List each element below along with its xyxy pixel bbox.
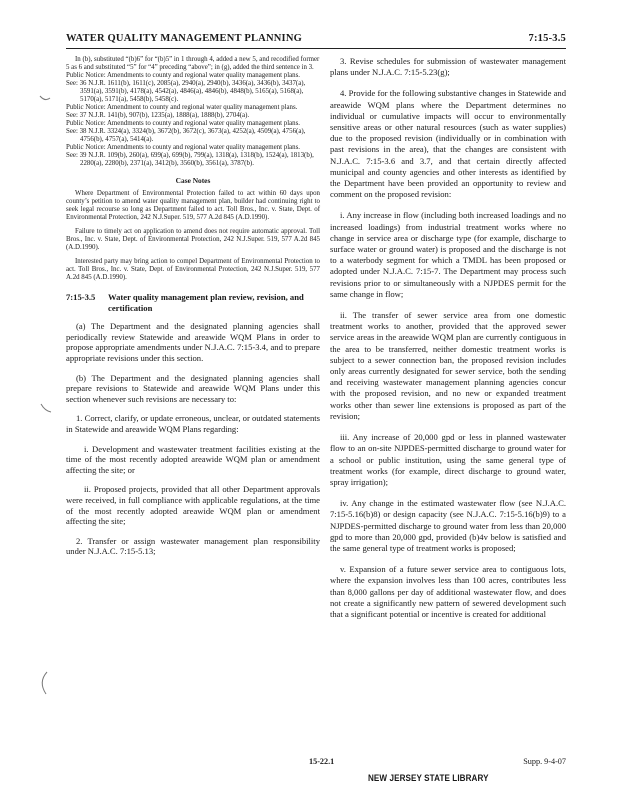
page-number: 15-22.1 — [309, 757, 335, 766]
paragraph-b3: 3. Revise schedules for submission of wastewater management plans under N.J.A.C. 7:15-5.23(g); — [330, 56, 566, 78]
right-column — [330, 56, 566, 630]
header-rule — [66, 48, 566, 49]
left-column — [66, 56, 320, 566]
case-note: Interested party may bring action to compel Department of Environmental Protection to act. Toll Bros., Inc. v. State, Dept. of Environmental Protection, 242 N.J.Super. 519, 577 A.2d 845 (A.D.1990). — [66, 258, 320, 281]
paragraph-b4i: i. Any increase in flow (including both increased loadings and no increased loadings) from industrial treatment works where no change in service area or discharge type (for example, discharge to surface water or ground water) is proposed and the discharge is not to a waterbody segment for which a TMDL has been proposed or adopted under N.J.A.C. 7:15-7. The Department may process such revisions prior to or simultaneously with a NJPDES permit for the same change in flow; — [330, 210, 566, 299]
binder-hole-mark-icon — [38, 92, 52, 106]
paragraph-b1: 1. Correct, clarify, or update erroneous, unclear, or outdated statements in Statewide and areawide WQM Plans regarding: — [66, 413, 320, 434]
case-note: Where Department of Environmental Protection failed to act within 60 days upon county’s petition to amend water quality management plan, builder had continuing right to seek legal recourse so long as Department failed to act. Toll Bros., Inc. v. State, Dept. of Environmental Protection, 242 N.J.Super. 519, 577 A.2d 845 (A.D.1990). — [66, 190, 320, 221]
history-note: See: 37 N.J.R. 141(b), 907(b), 1235(a), 1888(a), 1888(b), 2704(a). — [66, 112, 250, 119]
header-section-number: 7:15-3.5 — [528, 33, 566, 44]
paragraph-b4iv: iv. Any change in the estimated wastewater flow (see N.J.A.C. 7:15-5.16(b)8) or design capacity (see N.J.A.C. 7:15-5.16(b)9) to a NJPDES-permitted discharge to ground water from less than 20,000 gpd to more than 20,000 gpd, provided (b)4v below is satisfied and the same general type of treatment works is proposed; — [330, 498, 566, 553]
section-heading — [66, 292, 320, 313]
history-note: See: 36 N.J.R. 1611(b), 1611(c), 2085(a), 2940(a), 2940(b), 3436(a), 3436(b), 3437(a), 3591(a), 3591(b), 4178(a), 4542(a), 4846(a), 4846(b), 4848(b), 5165(a), 5168(a), 5170(a), 5171(a), 5458(b), 5458(c). — [66, 80, 306, 103]
history-note: Public Notice: Amendment to county and regional water quality management plans. — [66, 104, 298, 111]
binder-hole-mark-icon — [36, 670, 50, 696]
paragraph-b2: 2. Transfer or assign wastewater management plan responsibility under N.J.A.C. 7:15-5.13; — [66, 535, 320, 557]
history-note: See: 39 N.J.R. 109(b), 260(a), 699(a), 699(b), 799(a), 1318(a), 1318(b), 1524(a), 1813(b), 2280(a), 2280(b), 2371(a), 3412(b), 3560(b), 3561(a), 3787(b). — [66, 152, 314, 167]
history-note: In (b), substituted “(b)6” for “(b)5” in 1 through 4, added a new 5, and recodified former 5 as 6 and substituted “5” for “4” preceding “above”; in (g), added the third sentence in 3. — [66, 56, 320, 71]
paragraph-b4iii: iii. Any increase of 20,000 gpd or less in planned wastewater flow to an on-site NJPDES-permitted discharge to ground water for a school or public institution, using the same general type of treatment works (for example, direct discharge to ground water, spray irrigation); — [330, 432, 566, 487]
paragraph-b4: 4. Provide for the following substantive changes in Statewide and areawide WQM plans where the Department determines no individual or cumulative impacts will occur to environmentally sensitive areas or other natural resources (such as water supplies) due to the proposed revision (individually or in combination with past revisions in the area), that the changes are consistent with N.J.A.C. 7:15-3.6 and 3.7, and that certain directly affected municipal and county agencies and other interests as identified by the Department have been provided an opportunity to review and comment on the proposed revision: — [330, 88, 566, 200]
running-header — [66, 30, 566, 48]
paragraph-a: (a) The Department and the designated planning agencies shall periodically review Statewide and areawide WQM Plans in order to propose appropriate amendments under N.J.A.C. 7:15-3.4, and to prepare appropriate revisions under this section. — [66, 321, 320, 363]
case-notes-heading: Case Notes — [175, 176, 211, 185]
binder-hole-mark-icon — [38, 402, 52, 416]
section-title: Water quality management plan review, revision, and certification — [108, 292, 304, 313]
paragraph-b4ii: ii. The transfer of sewer service area from one domestic treatment works to another, provided that the approved sewer service areas in the areawide WQM plan are currently contiguous in the area to be transferred, neither domestic treatment works is subject to a sewer connection ban, the proposed revision includes only areas currently designated for sewer service, both the sending and receiving wastewater management planning agencies concur with the proposed revision, and no new or expanded treatment works other than sewer line extensions is proposed as part of the revision; — [330, 310, 566, 421]
history-note: Public Notice: Amendments to county and regional water quality management plans. — [66, 144, 301, 151]
history-note: Public Notice: Amendments to county and regional water quality management plans. — [66, 120, 301, 127]
paragraph-b1i: i. Development and wastewater treatment facilities existing at the time of the most recently adopted areawide WQM plan or amendment affecting the site; or — [66, 443, 320, 475]
supplement-date: Supp. 9-4-07 — [523, 757, 566, 766]
history-note: See: 38 N.J.R. 3324(a), 3324(b), 3672(b), 3672(c), 3673(a), 4252(a), 4509(a), 4756(a), 4756(b), 4757(a), 5414(a). — [66, 128, 306, 143]
paragraph-b1ii: ii. Proposed projects, provided that all other Department approvals were received, in full compliance with applicable regulations, at the time of the most recently adopted areawide WQM plan or amendment affecting the site; — [66, 484, 320, 527]
library-stamp: NEW JERSEY STATE LIBRARY — [368, 773, 489, 783]
paragraph-b: (b) The Department and the designated planning agencies shall prepare revisions to Statewide and areawide WQM Plans under this section whenever such revisions are necessary to: — [66, 372, 320, 404]
paragraph-b4v: v. Expansion of a future sewer service area to contiguous lots, where the expansion involves less than 100 acres, contributes less than 8,000 gallons per day of additional wastewater flow, and does not create a significantly new pattern of sewered development such that a significant potential or incentive is created for additional — [330, 564, 566, 619]
history-note: Public Notice: Amendments to county and regional water quality management plans. — [66, 72, 301, 79]
section-number: 7:15-3.5 — [66, 292, 96, 302]
case-note: Failure to timely act on application to amend does not require automatic approval. Toll Bros., Inc. v. State, Dept. of Environmental Protection, 242 N.J.Super. 519, 577 A.2d 845 (A.D.1990). — [66, 228, 320, 251]
header-title: WATER QUALITY MANAGEMENT PLANNING — [66, 33, 302, 44]
